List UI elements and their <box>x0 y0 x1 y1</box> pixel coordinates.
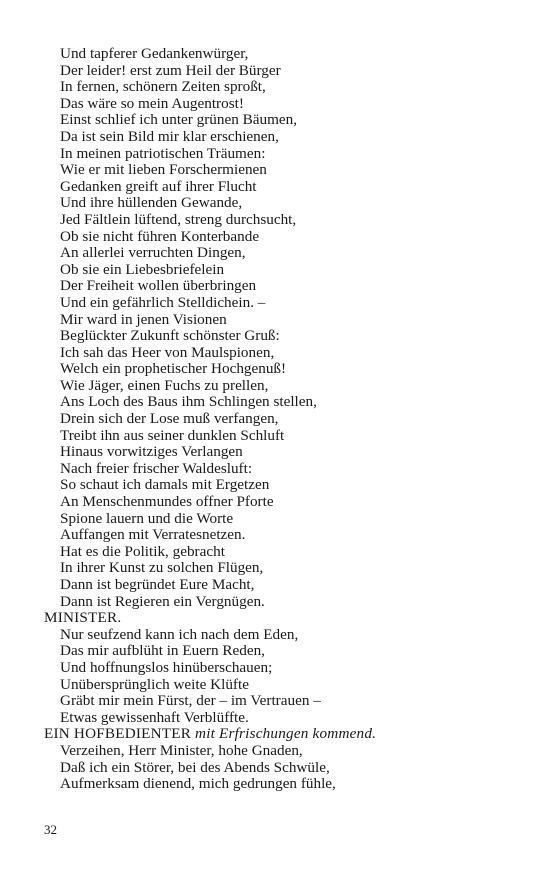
verse-line: Das wäre so mein Augentrost! <box>60 94 244 112</box>
verse-line: Und tapferer Gedankenwürger, <box>60 45 249 62</box>
verse-line: Das mir aufblüht in Euern Reden, <box>60 642 265 660</box>
verse-line: Hat es die Politik, gebracht <box>60 542 225 560</box>
page-number: 32 <box>44 822 57 837</box>
verse-line: Wie Jäger, einen Fuchs zu prellen, <box>60 376 269 394</box>
verse-line: Ob sie ein Liebesbriefelein <box>60 260 225 278</box>
verse-text-block <box>44 46 514 793</box>
verse-line: Drein sich der Lose muß verfangen, <box>60 410 279 428</box>
verse-line: Gräbt mir mein Fürst, der – im Vertrauen – <box>60 692 321 710</box>
verse-line: Auffangen mit Verratesnetzen. <box>60 526 246 544</box>
verse-line: Wie er mit lieben Forschermienen <box>60 161 267 179</box>
speaker-minister: MINISTER. <box>44 609 122 627</box>
verse-line: Daß ich ein Störer, bei des Abends Schwüle, <box>60 758 330 776</box>
verse-line: In ihrer Kunst zu solchen Flügen, <box>60 559 264 577</box>
verse-line: Einst schlief ich unter grünen Bäumen, <box>60 111 298 129</box>
verse-line: Treibt ihn aus seiner dunklen Schluft <box>60 426 285 444</box>
verse-line: Ans Loch des Baus ihm Schlingen stellen, <box>60 393 317 411</box>
verse-line: In meinen patriotischen Träumen: <box>60 144 266 162</box>
verse-stanza-1 <box>44 46 514 610</box>
verse-line: Und ihre hüllenden Gewande, <box>60 194 243 212</box>
verse-line: Jed Fältlein lüftend, streng durchsucht, <box>60 210 297 228</box>
verse-stanza-2 <box>44 627 514 727</box>
verse-line: Dann ist Regieren ein Vergnügen. <box>60 592 265 610</box>
verse-line: So schaut ich damals mit Ergetzen <box>60 476 270 494</box>
speaker-hofbediener-line <box>44 726 514 743</box>
verse-line: Der leider! erst zum Heil der Bürger <box>60 61 281 79</box>
verse-line: Und hoffnungslos hinüberschauen; <box>60 658 273 676</box>
stage-direction: mit Erfrischungen kommend. <box>195 725 377 743</box>
verse-line: An allerlei verruchten Dingen, <box>60 244 246 262</box>
verse-line: Etwas gewissenhaft Verblüffte. <box>60 708 249 726</box>
verse-line: Ob sie nicht führen Konterbande <box>60 227 260 245</box>
verse-line: Dann ist begründet Eure Macht, <box>60 576 255 593</box>
verse-line: Spione lauern und die Worte <box>60 509 234 527</box>
speaker-hofbediener: EIN HOFBEDIENTER <box>44 725 192 743</box>
verse-line: Hinaus vorwitziges Verlangen <box>60 443 243 461</box>
verse-line: An Menschenmundes offner Pforte <box>60 493 274 511</box>
verse-line: Da ist sein Bild mir klar erschienen, <box>60 127 279 145</box>
verse-line: Beglückter Zukunft schönster Gruß: <box>60 327 280 345</box>
verse-line: Der Freiheit wollen überbringen <box>60 277 257 295</box>
verse-line: Gedanken greift auf ihrer Flucht <box>60 177 257 195</box>
verse-line: Und ein gefährlich Stelldichein. – <box>60 293 266 311</box>
verse-line: Nur seufzend kann ich nach dem Eden, <box>60 625 299 643</box>
verse-line: Unübersprünglich weite Klüfte <box>60 675 249 693</box>
verse-stanza-3 <box>44 743 514 793</box>
verse-line: In fernen, schönern Zeiten sproßt, <box>60 78 266 96</box>
verse-line: Aufmerksam dienend, mich gedrungen fühle, <box>60 775 336 793</box>
verse-line: Welch ein prophetischer Hochgenuß! <box>60 360 287 378</box>
verse-line: Nach freier frischer Waldesluft: <box>60 459 253 477</box>
verse-line: Verzeihen, Herr Minister, hohe Gnaden, <box>60 741 303 759</box>
verse-line: Mir ward in jenen Visionen <box>60 310 227 328</box>
verse-line: Ich sah das Heer von Maulspionen, <box>60 343 275 361</box>
